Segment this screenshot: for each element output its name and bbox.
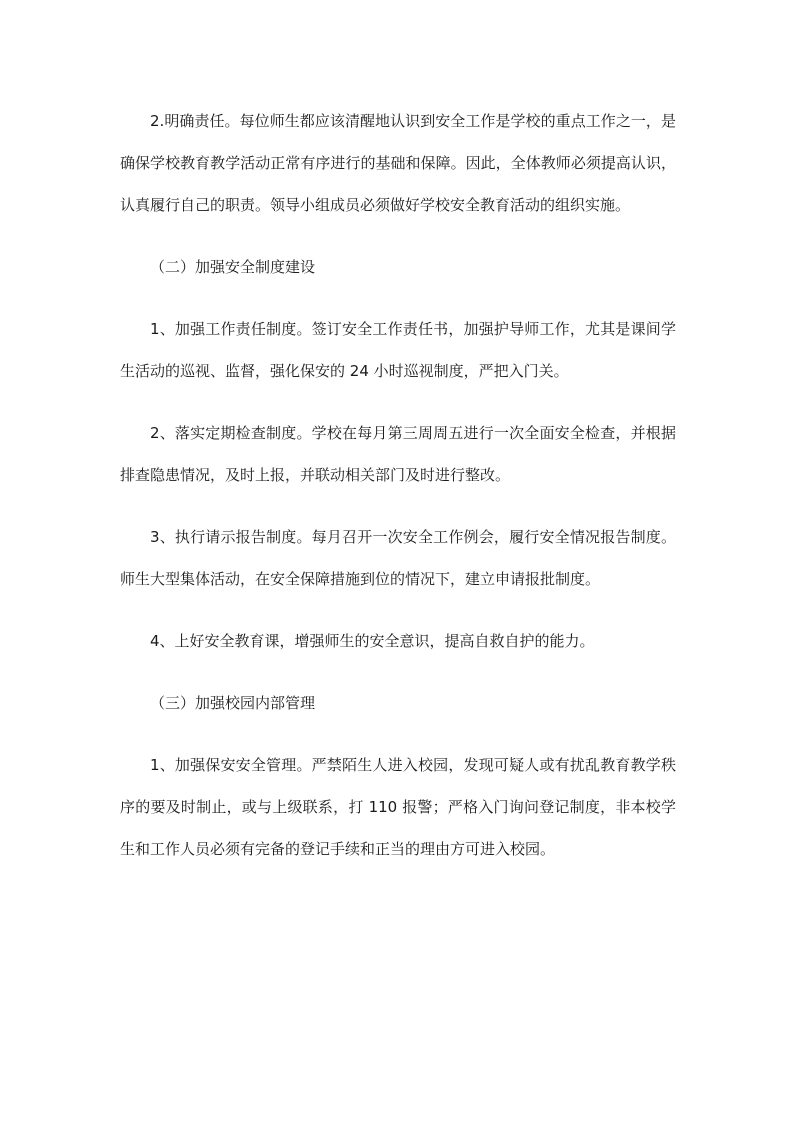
spacer (120, 392, 676, 412)
paragraph-item-4: 4、上好安全教育课，增强师生的安全意识，提高自救自护的能力。 (150, 632, 595, 650)
paragraph-security-management: 1、加强保安安全管理。严禁陌生人进入校园，发现可疑人或有扰乱教育教学秩序的要及时制止，或与上级联系，打 110 报警；严格入门询问登记制度，非本校学生和工作人员必须有完备的登记手续和正当的理由方可进入校园。 (120, 756, 676, 858)
spacer (120, 600, 676, 620)
spacer (120, 288, 676, 308)
spacer (120, 662, 676, 682)
document-body (120, 100, 676, 870)
spacer (120, 226, 676, 246)
paragraph-item-2: 2、落实定期检查制度。学校在每月第三周周五进行一次全面安全检查，并根据排查隐患情况，及时上报，并联动相关部门及时进行整改。 (120, 424, 676, 484)
section-heading-three: （三）加强校园内部管理 (150, 694, 316, 712)
paragraph-responsibility: 2.明确责任。每位师生都应该清醒地认识到安全工作是学校的重点工作之一，是确保学校教育教学活动正常有序进行的基础和保障。因此，全体教师必须提高认识，认真履行自己的职责。领导小组成员必须做好学校安全教育活动的组织实施。 (120, 112, 676, 214)
spacer (120, 496, 676, 516)
spacer (120, 724, 676, 744)
paragraph-item-3: 3、执行请示报告制度。每月召开一次安全工作例会，履行安全情况报告制度。师生大型集体活动，在安全保障措施到位的情况下，建立申请报批制度。 (120, 528, 676, 588)
section-heading-two: （二）加强安全制度建设 (150, 258, 316, 276)
paragraph-item-1: 1、加强工作责任制度。签订安全工作责任书，加强护导师工作，尤其是课间学生活动的巡视、监督，强化保安的 24 小时巡视制度，严把入门关。 (120, 320, 676, 380)
